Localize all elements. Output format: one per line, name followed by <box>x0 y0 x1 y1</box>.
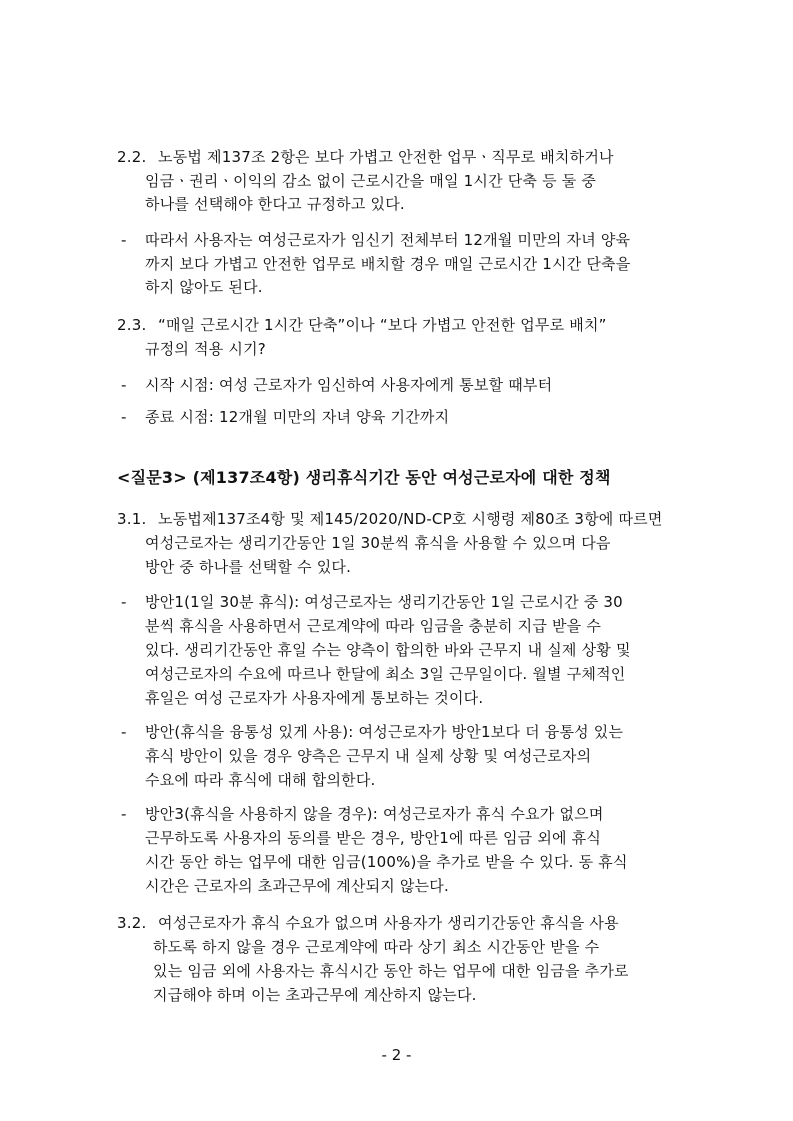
paragraph-line: 있다. 생리기간동안 휴일 수는 양측이 합의한 바와 근무지 내 실제 상황 및 <box>145 641 631 659</box>
section-number: 3.1. <box>117 510 147 528</box>
bullet-marker: - <box>121 593 127 611</box>
section-number: 2.3. <box>117 316 147 334</box>
paragraph-line: 방안1(1일 30분 휴식): 여성근로자는 생리기간동안 1일 근로시간 중 30 <box>145 593 623 611</box>
paragraph-line: 방안 중 하나를 선택할 수 있다. <box>145 558 352 576</box>
paragraph-line: 규정의 적용 시기? <box>145 340 266 358</box>
paragraph-line: 노동법제137조4항 및 제145/2020/ND-CP호 시행령 제80조 3항에 따르면 <box>158 510 663 528</box>
paragraph-line: 휴일은 여성 근로자가 사용자에게 통보하는 것이다. <box>145 689 484 707</box>
paragraph-line: 방안(휴식을 융통성 있게 사용): 여성근로자가 방안1보다 더 융통성 있는 <box>145 723 624 741</box>
bullet-marker: - <box>121 408 127 426</box>
paragraph-line: 임금ㆍ권리ㆍ이익의 감소 없이 근로시간을 매일 1시간 단축 등 둘 중 <box>145 172 597 190</box>
bullet-marker: - <box>121 805 127 823</box>
paragraph-line: 여성근로자의 수요에 따르나 한달에 최소 3일 근무일이다. 월별 구체적인 <box>145 665 626 683</box>
paragraph-line: 여성근로자가 휴식 수요가 없으며 사용자가 생리기간동안 휴식을 사용 <box>158 914 619 932</box>
paragraph-line: 근무하도록 사용자의 동의를 받은 경우, 방안1에 따른 임금 외에 휴식 <box>145 829 602 847</box>
paragraph-line: 종료 시점: 12개월 미만의 자녀 양육 기간까지 <box>145 408 450 426</box>
bullet-marker: - <box>121 376 127 394</box>
paragraph-line: 하지 않아도 된다. <box>145 278 263 296</box>
paragraph-line: 분씩 휴식을 사용하면서 근로계약에 따라 임금을 충분히 지급 받을 수 <box>145 617 602 635</box>
paragraph-line: 수요에 따라 휴식에 대해 합의한다. <box>145 771 376 789</box>
bullet-marker: - <box>121 231 127 249</box>
paragraph-line: 하도록 하지 않을 경우 근로계약에 따라 상기 최소 시간동안 받을 수 <box>153 938 600 956</box>
paragraph-line: 방안3(휴식을 사용하지 않을 경우): 여성근로자가 휴식 수요가 없으며 <box>145 805 604 823</box>
paragraph-line: 시간은 근로자의 초과근무에 계산되지 않는다. <box>145 877 449 895</box>
bullet-marker: - <box>121 723 127 741</box>
paragraph-line: 시작 시점: 여성 근로자가 임신하여 사용자에게 통보할 때부터 <box>145 376 553 394</box>
paragraph-line: 시간 동안 하는 업무에 대한 임금(100%)을 추가로 받을 수 있다. 동 휴식 <box>145 853 628 871</box>
paragraph-line: 하나를 선택해야 한다고 규정하고 있다. <box>145 195 405 213</box>
page-number: - 2 - <box>381 1046 412 1064</box>
paragraph-line: 까지 보다 가볍고 안전한 업무로 배치할 경우 매일 근로시간 1시간 단축을 <box>145 255 631 273</box>
paragraph-line: 여성근로자는 생리기간동안 1일 30분씩 휴식을 사용할 수 있으며 다음 <box>145 534 611 552</box>
paragraph-line: 노동법 제137조 2항은 보다 가볍고 안전한 업무ㆍ직무로 배치하거나 <box>158 148 614 166</box>
paragraph-line: 지급해야 하며 이는 초과근무에 계산하지 않는다. <box>153 986 477 1004</box>
paragraph-line: 있는 임금 외에 사용자는 휴식시간 동안 하는 업무에 대한 임금을 추가로 <box>153 962 629 980</box>
paragraph-line: 휴식 방안이 있을 경우 양측은 근무지 내 실제 상황 및 여성근로자의 <box>145 747 592 765</box>
section-heading: <질문3> (제137조4항) 생리휴식기간 동안 여성근로자에 대한 정책 <box>117 468 611 487</box>
paragraph-line: 따라서 사용자는 여성근로자가 임신기 전체부터 12개월 미만의 자녀 양육 <box>145 231 631 249</box>
paragraph-line: “매일 근로시간 1시간 단축”이나 “보다 가볍고 안전한 업무로 배치” <box>158 316 607 334</box>
section-number: 2.2. <box>117 148 147 166</box>
section-number: 3.2. <box>117 914 147 932</box>
